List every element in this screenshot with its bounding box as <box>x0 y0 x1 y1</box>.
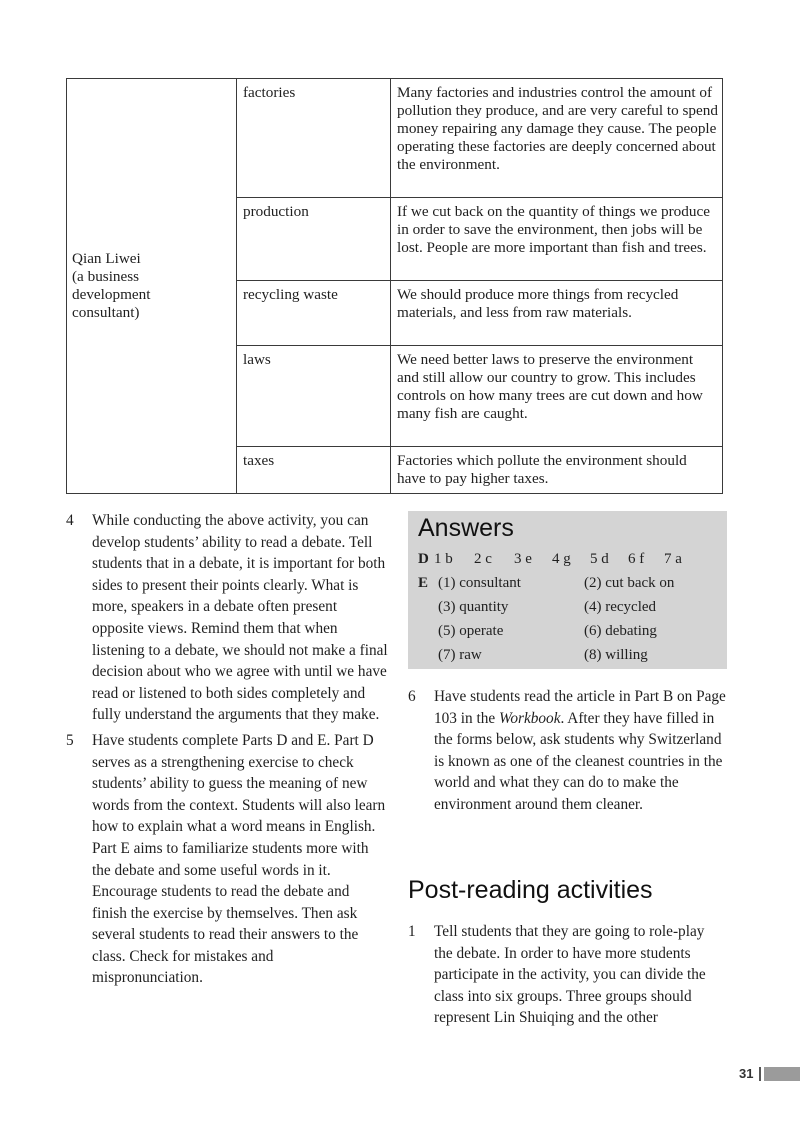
answer-item: (2) cut back on <box>584 575 675 591</box>
topic-cell: laws <box>237 346 391 447</box>
view-cell: We need better laws to preserve the environment and still allow our country to grow. This includes controls on how many trees are cut down and how many fish are caught. <box>391 346 723 447</box>
item-text: Tell students that they are going to role-play the debate. In order to have more students participate in the activity, you can divide the class into six groups. Three groups should represent Lin Shuiqing and the other <box>434 923 706 1027</box>
answer-item: (1) consultant <box>438 575 521 591</box>
page-number-bar <box>764 1067 800 1081</box>
answer-letter: E <box>418 575 429 591</box>
speaker-line: development <box>72 286 151 303</box>
instruction-item-6 <box>408 686 726 816</box>
answer-item: 1 b <box>434 551 453 567</box>
answers-d-row <box>418 549 429 569</box>
table-row <box>67 79 723 198</box>
topic-cell: factories <box>237 79 391 198</box>
answer-item: (3) quantity <box>438 599 509 615</box>
answer-item: 6 f <box>628 551 645 567</box>
answer-item: (5) operate <box>438 623 504 639</box>
page-number: 31 <box>739 1066 754 1081</box>
answer-item: (4) recycled <box>584 599 657 615</box>
view-cell: Many factories and industries control the amount of pollution they produce, and are very careful to spend money repairing any damage they cause. The people operating these factories are deeply concerned about the environment. <box>391 79 723 198</box>
opinion-table <box>66 78 723 494</box>
right-column <box>408 686 726 816</box>
answers-box <box>408 511 727 669</box>
answers-title: Answers <box>418 514 514 542</box>
item-number: 5 <box>66 731 74 749</box>
item-text: Have students read the article in Part B on Page 103 in the <box>434 688 726 727</box>
post-reading-item-1 <box>408 921 726 1029</box>
view-cell: We should produce more things from recycled materials, and less from raw materials. <box>391 281 723 346</box>
answer-item: (6) debating <box>584 623 657 639</box>
answer-item: 3 e <box>514 551 532 567</box>
topic-cell: taxes <box>237 447 391 494</box>
section-heading-post-reading: Post-reading activities <box>408 876 653 904</box>
answer-item: 2 c <box>474 551 492 567</box>
page-number-divider <box>759 1067 761 1081</box>
right-column-post-reading <box>408 921 726 1029</box>
item-number: 6 <box>408 688 416 705</box>
instruction-item-5 <box>66 730 388 989</box>
workbook-title: Workbook <box>499 709 561 727</box>
view-cell: If we cut back on the quantity of things we produce in order to save the environment, then jobs will be lost. People are more important than fish and trees. <box>391 198 723 281</box>
answer-letter: D <box>418 551 429 567</box>
speaker-line: (a business <box>72 268 140 285</box>
topic-cell: production <box>237 198 391 281</box>
answer-item: 5 d <box>590 551 609 567</box>
item-text: . After they have filled in the forms below, ask students why Switzerland is known as one of the cleanest countries in the world and what they can do to make the environment around them cleaner. <box>434 709 723 813</box>
answer-item: 4 g <box>552 551 571 567</box>
left-column <box>66 510 388 989</box>
speaker-cell <box>67 79 237 494</box>
answer-item: 7 a <box>664 551 682 567</box>
answer-item: (7) raw <box>438 647 482 663</box>
view-cell: Factories which pollute the environment should have to pay higher taxes. <box>391 447 723 494</box>
item-number: 4 <box>66 512 74 529</box>
item-text: Have students complete Parts D and E. Part D serves as a strengthening exercise to check students’ ability to guess the meaning of new words from the context. Students will also learn how to explain what a word means in English. Part E aims to familiarize students more with the debate and some useful words in it. Encourage students to read the debate and finish the exercise by themselves. Then ask several students to read their answers to the class. Check for mistakes and mispronunciation. <box>92 731 386 987</box>
topic-cell: recycling waste <box>237 281 391 346</box>
speaker-line: Qian Liwei <box>72 250 141 267</box>
instruction-item-4 <box>66 510 388 726</box>
speaker-line: consultant) <box>72 304 140 321</box>
item-number: 1 <box>408 923 416 940</box>
answer-item: (8) willing <box>584 647 648 663</box>
item-text: While conducting the above activity, you can develop students’ ability to read a debate. Tell students that in a debate, it is important for both sides to present their points clearly. What is more, speakers in a debate often present opposite views. Remind them that when listening to a debate, we should not make a final decision about who we agree with until we have read or listened to both sides completely and fully understand the arguments that they make. <box>92 512 388 724</box>
